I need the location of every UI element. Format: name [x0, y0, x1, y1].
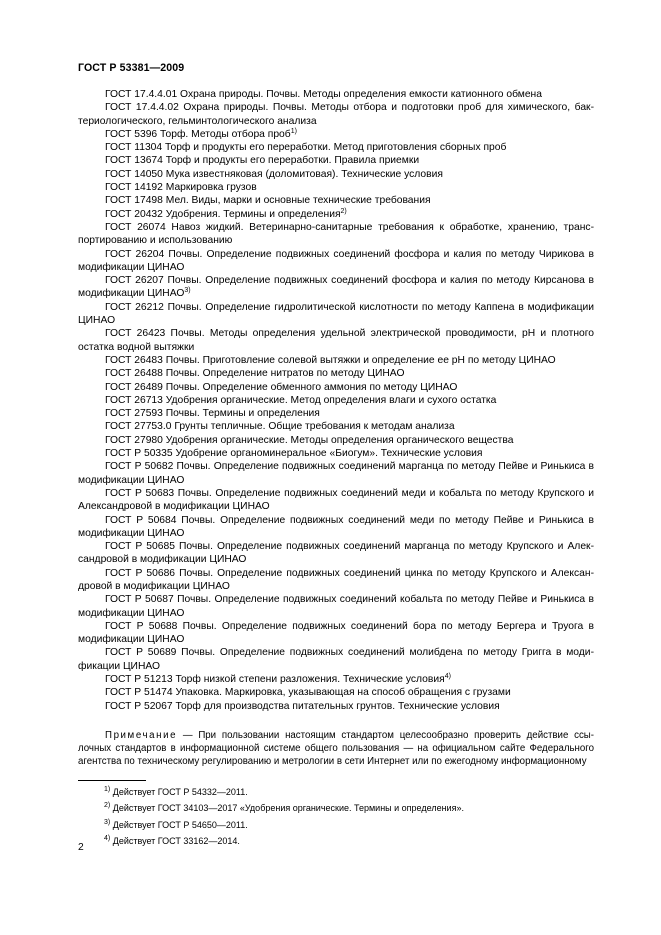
reference-entry [78, 460, 594, 487]
reference-entry [78, 700, 594, 713]
footnote-divider [78, 780, 146, 781]
reference-text: ГОСТ Р 50683 Почвы. Определение подвижных соединений меди и кобальта по методу Крупского и Александровой в модификации ЦИНАО [78, 487, 594, 513]
footnotes-list [104, 786, 584, 851]
reference-text: ГОСТ Р 50685 Почвы. Определение подвижных соединений марганца по методу Крупского и Александровой в модификации ЦИНАО [78, 541, 594, 566]
reference-entry [78, 208, 594, 221]
note-paragraph [78, 729, 594, 768]
reference-text: ГОСТ Р 50687 Почвы. Определение подвижных соединений кобальта по методу Пейве и Ринькиса в модификации ЦИНАО [78, 594, 594, 619]
reference-entry [78, 367, 594, 380]
reference-text: ГОСТ 26207 Почвы. Определение подвижных соединений фосфора и калия по методу Кирсанова в модификации ЦИНАО [78, 275, 594, 300]
reference-text: ГОСТ 26204 Почвы. Определение подвижных соединений фосфора и калия по методу Чирикова в модификации ЦИНАО [78, 248, 594, 273]
footnote-marker: 4) [104, 834, 111, 842]
reference-text: ГОСТ 11304 Торф и продукты его переработки. Метод приготовления сборных проб [105, 142, 507, 154]
reference-entry [78, 301, 594, 328]
reference-text: ГОСТ 17.4.4.02 Охрана природы. Почвы. Методы отбора и подготовки проб для химического, бактериологического, гельминтологического анализа [78, 102, 594, 127]
footnote-text: Действует ГОСТ 34103—2017 «Удобрения органические. Термины и определения». [110, 803, 464, 814]
footnote-marker: 1) [104, 786, 111, 793]
document-header: ГОСТ Р 53381—2009 [78, 62, 185, 74]
reference-entry [78, 567, 594, 594]
reference-text: ГОСТ Р 52067 Торф для производства питательных грунтов. Технические условия [105, 700, 500, 712]
reference-text: ГОСТ 14192 Маркировка грузов [105, 182, 257, 194]
reference-entry [78, 686, 594, 699]
reference-entry [78, 646, 594, 673]
reference-text: ГОСТ Р 50689 Почвы. Определение подвижных соединений молибдена по методу Григга в модификации ЦИНАО [78, 647, 594, 672]
reference-entry [78, 194, 594, 207]
footnote [104, 835, 584, 847]
reference-text: ГОСТ 17498 Мел. Виды, марки и основные технические требования [105, 195, 431, 207]
reference-text: ГОСТ 27753.0 Грунты тепличные. Общие требования к методам анализа [105, 421, 455, 433]
footnote-marker: 2) [104, 802, 111, 810]
reference-text: ГОСТ Р 50688 Почвы. Определение подвижных соединений бора по методу Бергера и Труога в модификации ЦИНАО [78, 620, 594, 646]
reference-text: ГОСТ 14050 Мука известняковая (доломитовая). Технические условия [105, 168, 443, 180]
reference-entry [78, 673, 594, 686]
normative-references-list [78, 88, 594, 713]
footnote-marker: 1) [290, 127, 297, 135]
reference-entry [78, 447, 594, 460]
reference-entry [78, 381, 594, 394]
reference-text: ГОСТ 5396 Торф. Методы отбора проб [105, 128, 291, 140]
reference-text: ГОСТ 26713 Удобрения органические. Метод определения влаги и сухого остатка [105, 394, 497, 406]
footnote-marker: 4) [444, 673, 451, 681]
footnote-marker: 3) [104, 818, 111, 826]
reference-entry [78, 354, 594, 367]
reference-entry [78, 487, 594, 514]
reference-entry [78, 394, 594, 407]
reference-text: ГОСТ 27593 Почвы. Термины и определения [105, 408, 320, 420]
reference-entry [78, 620, 594, 647]
reference-entry [78, 221, 594, 248]
reference-text: ГОСТ Р 51474 Упаковка. Маркировка, указывающая на способ обращения с грузами [105, 687, 511, 699]
reference-text: ГОСТ 13674 Торф и продукты его переработки. Правила приемки [105, 155, 420, 167]
footnote [104, 819, 584, 831]
footnote [104, 786, 584, 798]
reference-text: ГОСТ Р 50682 Почвы. Определение подвижных соединений марганца по методу Пейве и Ринькиса в модификации ЦИНАО [78, 461, 594, 486]
reference-entry [78, 101, 594, 128]
reference-text: ГОСТ Р 50684 Почвы. Определение подвижных соединений меди по методу Пейве и Ринькиса в модификации ЦИНАО [78, 514, 594, 539]
reference-text: ГОСТ 20432 Удобрения. Термины и определения [105, 208, 341, 220]
reference-entry [78, 327, 594, 354]
reference-entry [78, 168, 594, 181]
reference-entry [78, 420, 594, 433]
note-label: Примечание [105, 730, 178, 741]
footnote-marker: 2) [340, 207, 347, 215]
reference-entry [78, 274, 594, 301]
reference-text: ГОСТ Р 51213 Торф низкой степени разложения. Технические условия [105, 674, 445, 686]
reference-entry [78, 434, 594, 447]
footnote-text: Действует ГОСТ Р 54650—2011. [110, 819, 248, 830]
footnote-text: Действует ГОСТ 33162—2014. [110, 835, 240, 846]
reference-entry [78, 88, 594, 101]
footnote-marker: 3) [184, 287, 191, 295]
reference-text: ГОСТ 26423 Почвы. Методы определения удельной электрической проводимости, pH и плотного остатка водной вытяжки [78, 328, 594, 353]
footnote [104, 802, 584, 814]
reference-text: ГОСТ 26489 Почвы. Определение обменного аммония по методу ЦИНАО [105, 381, 458, 393]
reference-text: ГОСТ 26483 Почвы. Приготовление солевой вытяжки и определение ее pH по методу ЦИНАО [105, 354, 556, 366]
page-number: 2 [78, 842, 84, 853]
reference-entry [78, 128, 594, 141]
footnote-text: Действует ГОСТ Р 54332—2011. [110, 787, 248, 797]
reference-text: ГОСТ 26212 Почвы. Определение гидролитической кислотности по методу Каппена в модификации ЦИНАО [78, 301, 594, 327]
reference-text: ГОСТ Р 50686 Почвы. Определение подвижных соединений цинка по методу Крупского и Александровой в модификации ЦИНАО [78, 567, 594, 592]
reference-entry [78, 181, 594, 194]
reference-entry [78, 540, 594, 567]
reference-text: ГОСТ 27980 Удобрения органические. Методы определения органического вещества [105, 434, 514, 446]
reference-entry [78, 593, 594, 620]
reference-entry [78, 248, 594, 275]
note-text: — При пользовании настоящим стандартом целесообразно проверить действие ссылочных стандартов в информационной системе общего пользования — на официальном сайте Федерального агентства по техническому регулированию и метрологии в сети Интернет или по ежегодному информационному [78, 730, 594, 767]
reference-text: ГОСТ Р 50335 Удобрение органоминеральное «Биогум». Технические условия [105, 448, 483, 460]
reference-entry [78, 141, 594, 154]
reference-entry [78, 514, 594, 541]
reference-text: ГОСТ 26074 Навоз жидкий. Ветеринарно-санитарные требования к обработке, хранению, транспортированию и использованию [78, 221, 594, 247]
reference-text: ГОСТ 17.4.4.01 Охрана природы. Почвы. Методы определения емкости катионного обмена [105, 89, 542, 100]
reference-entry [78, 407, 594, 420]
reference-text: ГОСТ 26488 Почвы. Определение нитратов по методу ЦИНАО [105, 368, 405, 380]
reference-entry [78, 154, 594, 167]
